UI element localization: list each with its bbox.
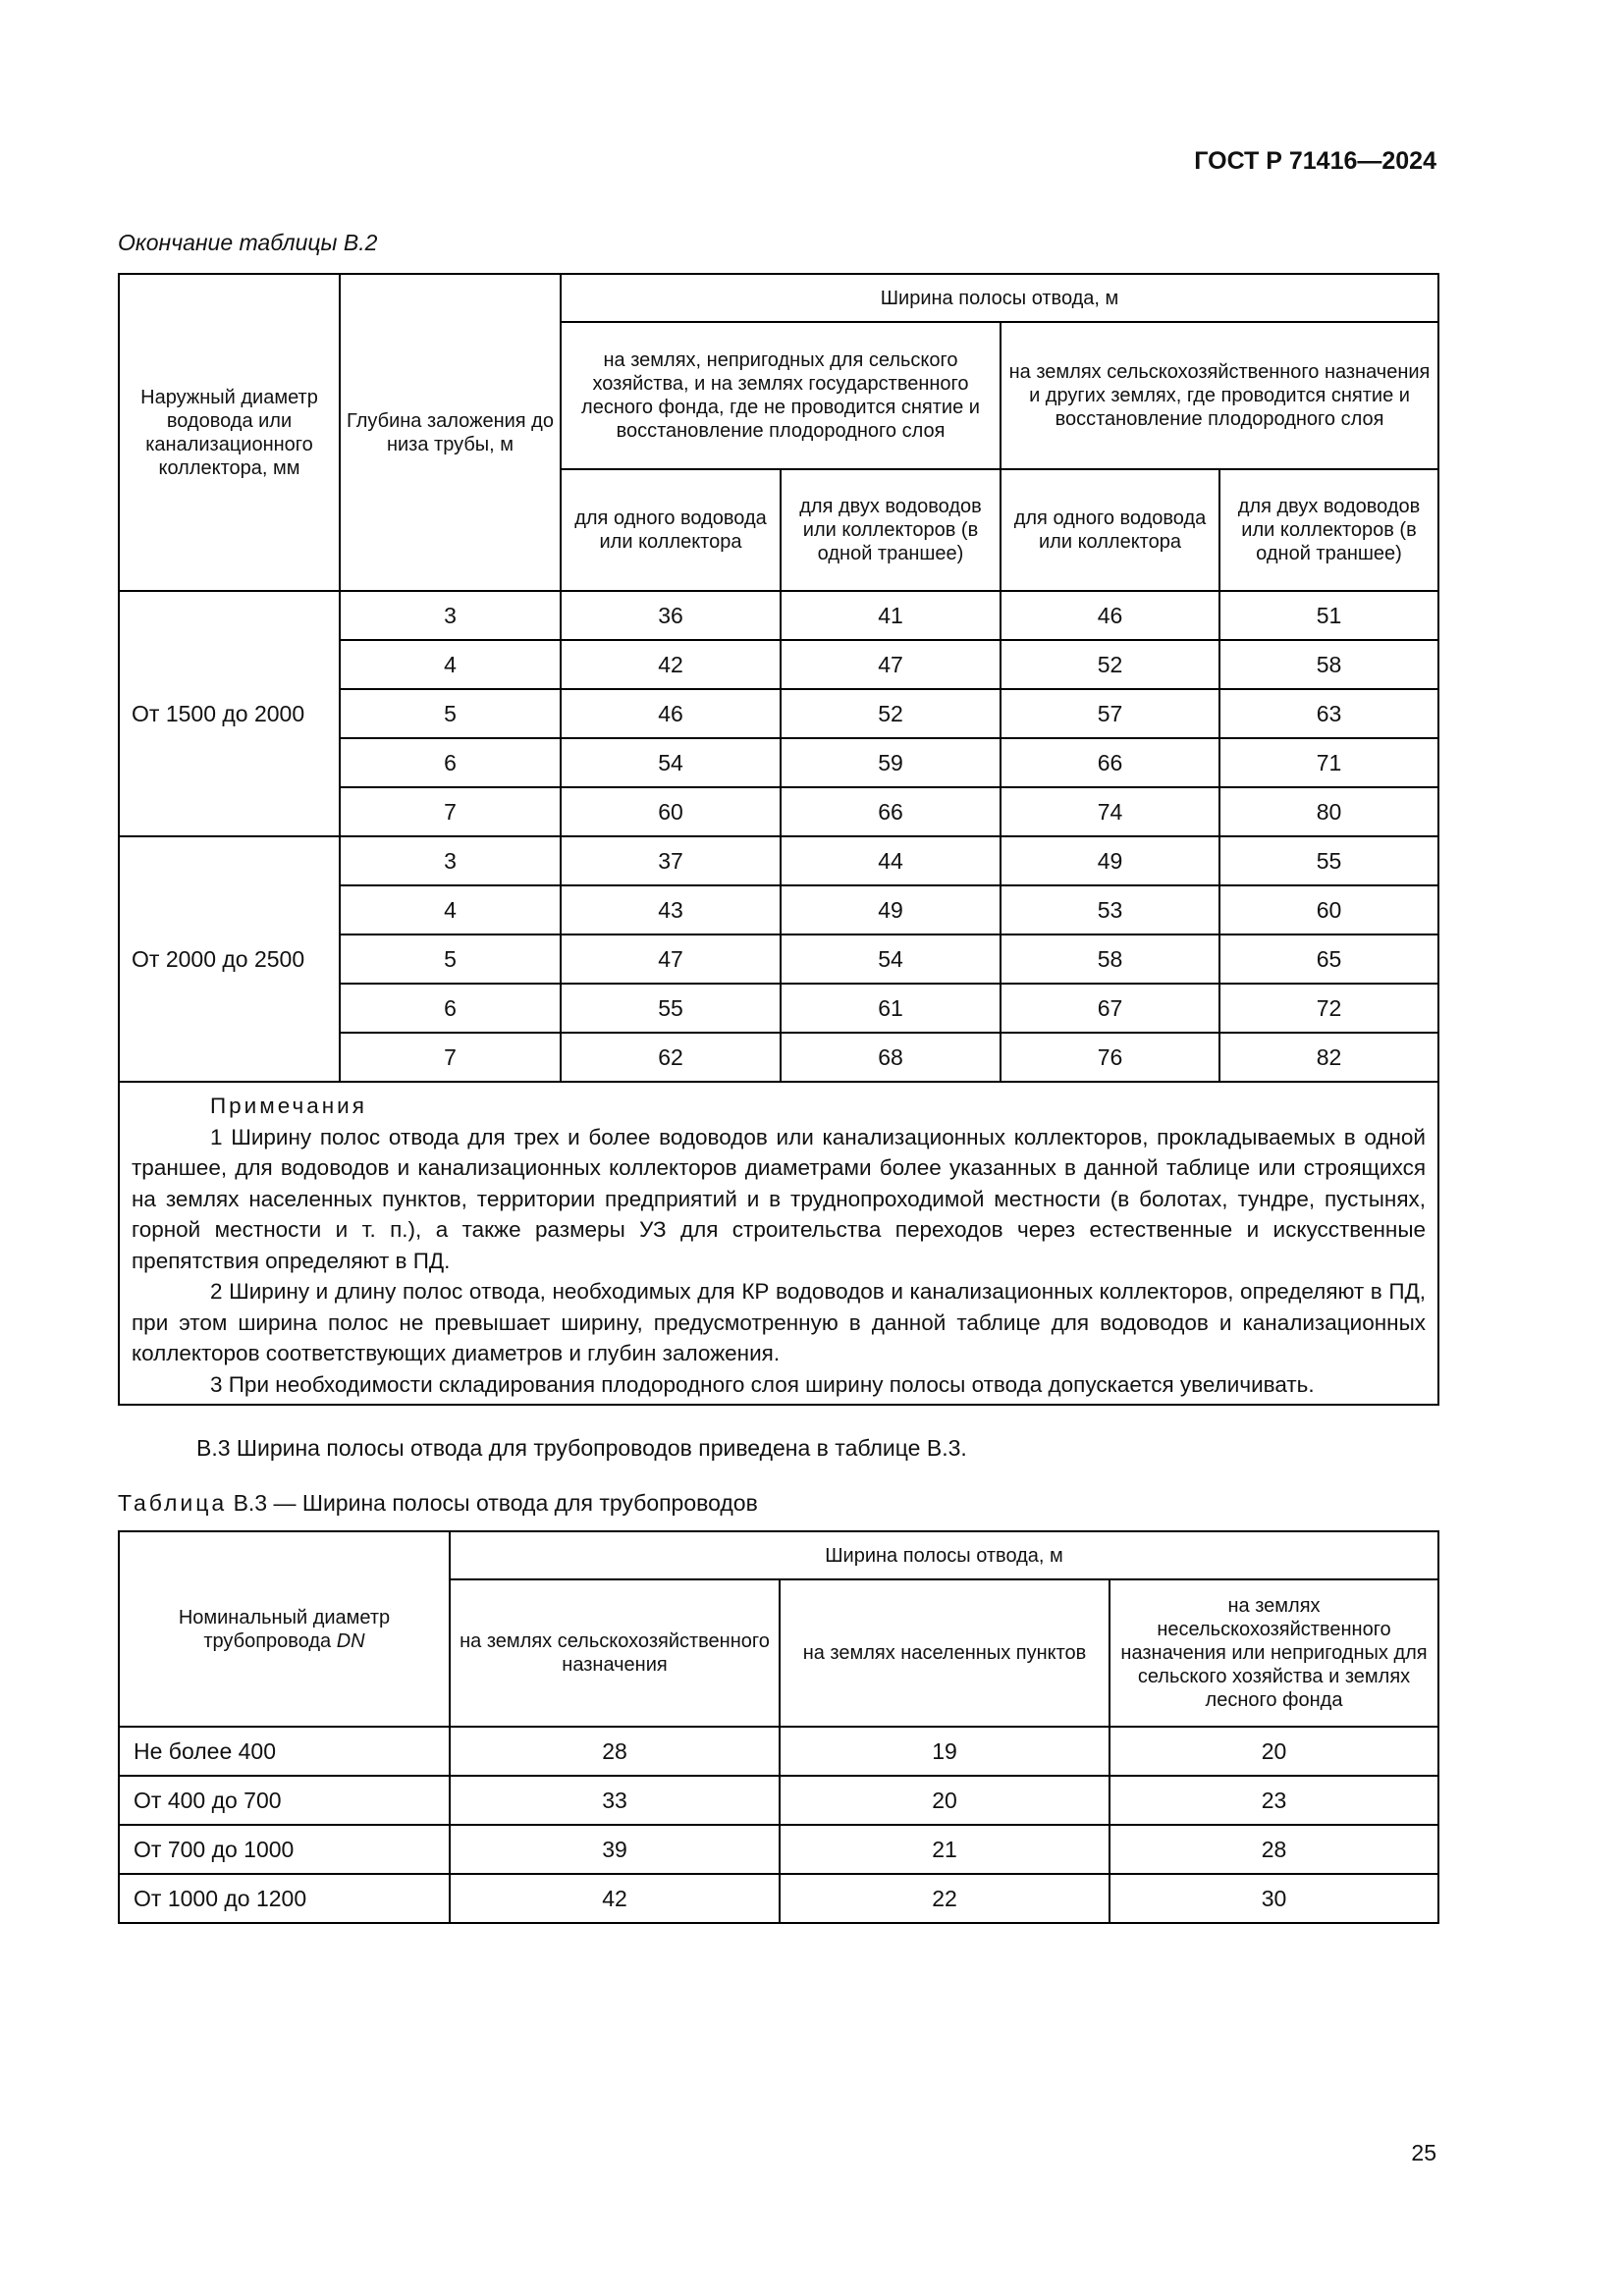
table-cell: 39 xyxy=(450,1825,780,1874)
table-cell: 71 xyxy=(1219,738,1438,787)
table-cell: 37 xyxy=(561,836,781,885)
table-caption-label: Таблица xyxy=(118,1490,228,1516)
table-row xyxy=(119,591,1438,640)
table-cell: 3 xyxy=(340,836,561,885)
table-cell: 72 xyxy=(1219,984,1438,1033)
table-continuation-caption: Окончание таблицы В.2 xyxy=(118,230,378,255)
table-cell: 22 xyxy=(780,1874,1110,1923)
note-item: 2 Ширину и длину полос отвода, необходимых для КР водоводов и канализационных коллекторов, определяют в ПД, при этом ширина полос не превышает ширину, предусмотренную в данной таблице для водоводов и канализационных коллекторов соответствующих диаметров и глубин заложения. xyxy=(132,1279,1427,1365)
table-cell: 60 xyxy=(1219,885,1438,934)
notes-row xyxy=(119,1082,1438,1405)
diameter-cell: От 1500 до 2000 xyxy=(119,591,340,836)
header-dn-symbol: DN xyxy=(336,1629,365,1652)
table-row xyxy=(119,836,1438,885)
table-cell: 21 xyxy=(780,1825,1110,1874)
table-cell: 42 xyxy=(561,640,781,689)
table-cell: 52 xyxy=(781,689,1001,738)
note-item: 3 При необходимости складирования плодородного слоя ширину полосы отвода допускается увеличивать. xyxy=(210,1371,1315,1397)
header-width-group: Ширина полосы отвода, м xyxy=(561,274,1438,322)
table-cell: 5 xyxy=(340,934,561,984)
header-one-conduit: для одного водовода или коллектора xyxy=(561,469,781,591)
diameter-cell: Не более 400 xyxy=(119,1727,450,1776)
table-cell: 74 xyxy=(1001,787,1219,836)
header-nominal-diameter-text: Номинальный диаметр трубопровода xyxy=(178,1606,391,1652)
table-cell: 46 xyxy=(561,689,781,738)
table-cell: 49 xyxy=(1001,836,1219,885)
table-cell: 47 xyxy=(781,640,1001,689)
table-cell: 44 xyxy=(781,836,1001,885)
table-cell: 52 xyxy=(1001,640,1219,689)
table-cell: 4 xyxy=(340,885,561,934)
table-caption-text: В.3 — Ширина полосы отвода для трубопроводов xyxy=(227,1490,758,1516)
table-cell: 47 xyxy=(561,934,781,984)
table-row xyxy=(119,1874,1438,1923)
diameter-cell: От 400 до 700 xyxy=(119,1776,450,1825)
table-cell: 61 xyxy=(781,984,1001,1033)
table-cell: 68 xyxy=(781,1033,1001,1082)
table-cell: 51 xyxy=(1219,591,1438,640)
table-cell: 41 xyxy=(781,591,1001,640)
table-cell: 55 xyxy=(561,984,781,1033)
table-cell: 7 xyxy=(340,787,561,836)
table-cell: 53 xyxy=(1001,885,1219,934)
table-cell: 62 xyxy=(561,1033,781,1082)
header-outer-diameter: Наружный диаметр водовода или канализационного коллектора, мм xyxy=(119,274,340,591)
table-cell: 5 xyxy=(340,689,561,738)
table-cell: 54 xyxy=(781,934,1001,984)
table-cell: 4 xyxy=(340,640,561,689)
table-row xyxy=(119,1776,1438,1825)
table-cell: 36 xyxy=(561,591,781,640)
header-two-conduits: для двух водоводов или коллекторов (в одной траншее) xyxy=(781,469,1001,591)
table-cell: 60 xyxy=(561,787,781,836)
table-cell: 67 xyxy=(1001,984,1219,1033)
table-cell: 66 xyxy=(1001,738,1219,787)
table-cell: 54 xyxy=(561,738,781,787)
page-number: 25 xyxy=(1411,2140,1436,2165)
table-cell: 20 xyxy=(1110,1727,1438,1776)
header-agri-lands: на землях сельскохозяйственного назначения xyxy=(450,1579,780,1727)
table-cell: 30 xyxy=(1110,1874,1438,1923)
table-cell: 76 xyxy=(1001,1033,1219,1082)
table-b3-caption xyxy=(118,1490,758,1517)
header-nominal-diameter xyxy=(119,1531,450,1727)
table-cell: 42 xyxy=(450,1874,780,1923)
table-cell: 58 xyxy=(1219,640,1438,689)
table-cell: 80 xyxy=(1219,787,1438,836)
table-cell: 82 xyxy=(1219,1033,1438,1082)
header-depth: Глубина заложения до низа трубы, м xyxy=(340,274,561,591)
header-width-group: Ширина полосы отвода, м xyxy=(450,1531,1438,1579)
header-settlement-lands: на землях населенных пунктов xyxy=(780,1579,1110,1727)
table-cell: 3 xyxy=(340,591,561,640)
header-non-agri-lands: на землях несельскохозяйственного назначения или непригодных для сельского хозяйства и землях лесного фонда xyxy=(1110,1579,1438,1727)
table-cell: 28 xyxy=(1110,1825,1438,1874)
table-cell: 23 xyxy=(1110,1776,1438,1825)
table-cell: 49 xyxy=(781,885,1001,934)
note-item: 1 Ширину полос отвода для трех и более водоводов или канализационных коллекторов, прокладываемых в одной траншее, для водоводов и канализационных коллекторов диаметрами более указанных в данной таблице или строящихся на землях населенных пунктов, территории предприятий и в труднопроходимой местности (в болотах, тундре, пустынях, горной местности и т. п.), а также размеры УЗ для строительства переходов через естественные и искусственные препятствия определяют в ПД. xyxy=(132,1124,1427,1273)
diameter-cell: От 700 до 1000 xyxy=(119,1825,450,1874)
header-non-agri-lands: на землях, непригодных для сельского хозяйства, и на землях государственного лесного фонда, где не проводится снятие и восстановление плодородного слоя xyxy=(561,322,1001,469)
document-code: ГОСТ Р 71416—2024 xyxy=(1194,147,1436,175)
table-cell: 6 xyxy=(340,738,561,787)
diameter-cell: От 2000 до 2500 xyxy=(119,836,340,1082)
header-two-conduits: для двух водоводов или коллекторов (в одной траншее) xyxy=(1219,469,1438,591)
table-cell: 19 xyxy=(780,1727,1110,1776)
diameter-cell: От 1000 до 1200 xyxy=(119,1874,450,1923)
header-agri-lands: на землях сельскохозяйственного назначения и других землях, где проводится снятие и восстановление плодородного слоя xyxy=(1001,322,1438,469)
table-row xyxy=(119,1727,1438,1776)
table-cell: 7 xyxy=(340,1033,561,1082)
table-b3 xyxy=(118,1530,1439,1924)
table-cell: 43 xyxy=(561,885,781,934)
table-row xyxy=(119,1825,1438,1874)
table-cell: 65 xyxy=(1219,934,1438,984)
table-cell: 20 xyxy=(780,1776,1110,1825)
table-cell: 33 xyxy=(450,1776,780,1825)
paragraph-b3: В.3 Ширина полосы отвода для трубопроводов приведена в таблице В.3. xyxy=(196,1435,967,1461)
table-cell: 63 xyxy=(1219,689,1438,738)
header-one-conduit: для одного водовода или коллектора xyxy=(1001,469,1219,591)
table-cell: 57 xyxy=(1001,689,1219,738)
notes-title: Примечания xyxy=(210,1094,367,1118)
table-cell: 59 xyxy=(781,738,1001,787)
table-cell: 66 xyxy=(781,787,1001,836)
table-cell: 28 xyxy=(450,1727,780,1776)
table-cell: 46 xyxy=(1001,591,1219,640)
table-cell: 58 xyxy=(1001,934,1219,984)
notes-cell xyxy=(119,1082,1438,1405)
table-b2 xyxy=(118,273,1439,1406)
table-cell: 55 xyxy=(1219,836,1438,885)
table-cell: 6 xyxy=(340,984,561,1033)
